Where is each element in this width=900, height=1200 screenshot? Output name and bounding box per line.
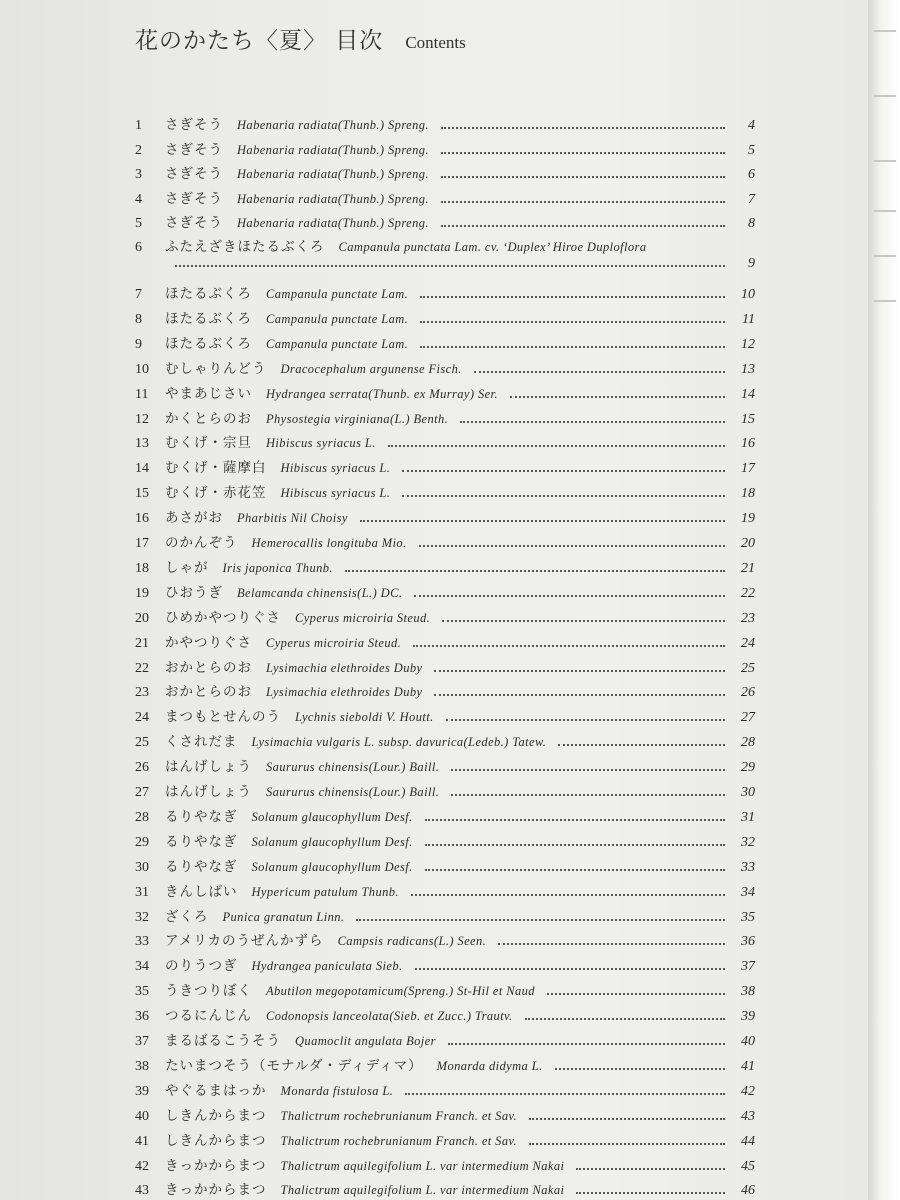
entry-page-number: 12	[741, 336, 755, 352]
entry-number: 4	[135, 191, 142, 207]
entry-page-number: 43	[741, 1108, 755, 1124]
entry-page-number: 10	[741, 287, 755, 302]
entry-japanese-name: むくげ・宗旦	[165, 435, 252, 452]
entry-number: 38	[135, 1058, 149, 1074]
leader-dots	[451, 793, 725, 796]
entry-scientific-name: Campanula punctate Lam.	[266, 336, 409, 351]
toc-entry	[135, 1154, 755, 1176]
entry-page-number: 14	[741, 386, 755, 402]
entry-number: 41	[135, 1133, 149, 1149]
leader-dots	[525, 1017, 725, 1020]
entry-japanese-name: まつもとせんのう	[165, 709, 281, 726]
leader-dots	[451, 768, 725, 771]
entry-japanese-name: さぎそう	[165, 117, 223, 133]
entry-scientific-name: Habenaria radiata(Thunb.) Spreng.	[237, 142, 429, 157]
entry-number: 6	[135, 240, 142, 255]
toc-entry	[135, 979, 755, 1001]
entry-scientific-name: Habenaria radiata(Thunb.) Spreng.	[237, 167, 429, 181]
entry-scientific-name: Habenaria radiata(Thunb.) Spreng.	[237, 191, 429, 206]
entry-number: 33	[135, 934, 149, 950]
entry-number: 5	[135, 216, 142, 231]
entry-scientific-name: Hypericum patulum Thunb.	[251, 884, 399, 899]
entry-number: 32	[135, 909, 149, 925]
entry-japanese-name: おかとらのお	[165, 659, 252, 676]
leader-dots	[510, 395, 725, 398]
entry-japanese-name: のりうつぎ	[165, 958, 238, 975]
entry-scientific-name: Thalictrum rochebrunianum Franch. et Sav.	[280, 1108, 518, 1123]
entry-japanese-name: はんげしょう	[165, 759, 252, 776]
entry-japanese-name: ざくろ	[165, 908, 209, 925]
entry-number: 17	[135, 536, 149, 551]
entry-number: 16	[135, 511, 149, 527]
entry-japanese-name: るりやなぎ	[165, 858, 238, 875]
entry-number: 36	[135, 1009, 149, 1025]
entry-page-number: 39	[741, 1009, 755, 1025]
entry-scientific-name: Hibiscus syriacus L.	[280, 486, 391, 501]
entry-scientific-name: Pharbitis Nil Choisy	[237, 511, 348, 526]
entry-page-number: 4	[748, 118, 755, 133]
entry-page-number: 17	[741, 461, 755, 477]
entry-japanese-name: アメリカのうぜんかずら	[165, 933, 324, 950]
entry-number: 20	[135, 610, 149, 626]
toc-entry-continuation	[175, 256, 755, 278]
entry-japanese-name: しきんからまつ	[165, 1132, 267, 1149]
entry-japanese-name: かくとらのお	[165, 410, 252, 427]
toc-entry	[135, 631, 755, 653]
leader-dots	[529, 1142, 725, 1145]
entry-page-number: 44	[741, 1133, 755, 1149]
entry-number: 8	[135, 311, 142, 327]
entry-scientific-name: Abutilon megopotamicum(Spreng.) St-Hil et Naud	[266, 984, 535, 999]
entry-scientific-name: Lysimachia vulgaris L. subsp. davurica(Ledeb.) Tatew.	[251, 735, 547, 750]
title-english: Contents	[405, 33, 466, 52]
toc-entry	[135, 830, 755, 852]
leader-dots	[441, 151, 725, 154]
entry-japanese-name: きっかからまつ	[165, 1157, 267, 1174]
leader-dots	[414, 594, 725, 597]
entry-scientific-name: Habenaria radiata(Thunb.) Spreng.	[237, 118, 429, 132]
entry-japanese-name: やまあじさい	[165, 385, 252, 402]
toc-entry	[135, 407, 755, 429]
entry-page-number: 40	[741, 1034, 755, 1049]
toc-entry	[135, 880, 755, 902]
leader-dots	[441, 175, 725, 178]
entry-scientific-name: Punica granatun Linn.	[222, 909, 345, 924]
leader-dots	[529, 1117, 725, 1120]
toc-entry	[135, 282, 755, 304]
entry-number: 14	[135, 461, 149, 477]
entry-page-number: 46	[741, 1183, 755, 1199]
toc-entry	[135, 680, 755, 702]
entry-page-number: 25	[741, 660, 755, 676]
entry-number: 43	[135, 1183, 149, 1199]
entry-scientific-name: Campanula punctate Lam.	[266, 311, 409, 326]
entry-scientific-name: Belamcanda chinensis(L.) DC.	[237, 585, 403, 600]
toc-entry	[135, 1178, 755, 1200]
entry-number: 19	[135, 585, 149, 601]
entry-japanese-name: さぎそう	[165, 190, 223, 207]
entry-scientific-name: Saururus chinensis(Lour.) Baill.	[266, 760, 440, 775]
entry-scientific-name: Habenaria radiata(Thunb.) Spreng.	[237, 216, 429, 230]
title-japanese: 花のかたち〈夏〉 目次	[135, 28, 384, 54]
toc-entry	[135, 780, 755, 802]
toc-entry	[135, 382, 755, 404]
entry-scientific-name: Hibiscus syriacus L.	[266, 436, 376, 451]
entry-scientific-name: Iris japonica Thunb.	[222, 560, 333, 575]
entry-scientific-name: Solanum glaucophyllum Desf.	[251, 859, 413, 874]
leader-dots	[419, 544, 725, 547]
toc-entry	[135, 805, 755, 827]
leader-dots	[498, 942, 725, 945]
entry-scientific-name: Cyperus microiria Steud.	[266, 635, 402, 650]
entry-page-number: 18	[741, 486, 755, 502]
entry-japanese-name: さぎそう	[165, 141, 223, 158]
leader-dots	[425, 843, 725, 846]
toc-entry	[135, 905, 755, 927]
entry-page-number: 41	[741, 1058, 755, 1074]
leader-dots	[388, 444, 725, 447]
entry-scientific-name: Solanum glaucophyllum Desf.	[251, 809, 413, 824]
entry-page-number: 23	[741, 610, 755, 626]
entry-page-number: 8	[748, 216, 755, 231]
toc-entry	[135, 1054, 755, 1076]
entry-number: 10	[135, 361, 149, 377]
entry-japanese-name: しゃが	[165, 559, 209, 576]
entry-number: 15	[135, 486, 149, 502]
entry-page-number: 27	[741, 710, 755, 726]
entry-japanese-name: るりやなぎ	[165, 808, 238, 825]
toc-entry	[135, 138, 755, 160]
toc-entry	[135, 1079, 755, 1101]
toc-entry	[135, 954, 755, 976]
entry-number: 22	[135, 660, 149, 676]
entry-japanese-name: むくげ・赤花笠	[165, 485, 267, 502]
leader-dots	[446, 718, 725, 721]
entry-page-number: 5	[748, 142, 755, 158]
entry-page-number: 16	[741, 436, 755, 452]
entry-number: 40	[135, 1108, 149, 1124]
entry-number: 18	[135, 560, 149, 576]
entry-scientific-name: Lysimachia elethroides Duby	[266, 660, 423, 675]
entry-number: 31	[135, 884, 149, 900]
entry-page-number: 13	[741, 361, 755, 377]
entry-number: 13	[135, 436, 149, 452]
entry-number: 2	[135, 142, 142, 158]
entry-japanese-name: さぎそう	[165, 166, 223, 182]
entry-number: 35	[135, 984, 149, 1000]
leader-dots	[420, 320, 725, 323]
leader-dots	[441, 224, 725, 227]
entry-scientific-name: Lychnis sieboldi V. Houtt.	[295, 710, 434, 725]
entry-page-number: 21	[741, 560, 755, 576]
entry-number: 29	[135, 834, 149, 850]
leader-dots	[420, 345, 725, 348]
leader-dots	[555, 1067, 725, 1070]
leader-dots	[345, 569, 725, 572]
entry-scientific-name: Cyperus microiria Steud.	[295, 610, 431, 625]
entry-number: 12	[135, 411, 149, 427]
toc-entry	[135, 1129, 755, 1151]
entry-japanese-name: むしゃりんどう	[165, 360, 267, 377]
page-edge	[868, 0, 900, 1200]
toc-entry	[135, 162, 755, 184]
entry-number: 42	[135, 1158, 149, 1174]
leader-dots	[576, 1167, 725, 1170]
entry-page-number: 29	[741, 760, 755, 776]
toc-entry	[135, 1004, 755, 1026]
entry-number: 1	[135, 118, 142, 133]
entry-japanese-name: あさがお	[165, 510, 223, 527]
entry-page-number: 20	[741, 536, 755, 551]
entry-number: 28	[135, 809, 149, 825]
entry-japanese-name: おかとらのお	[165, 684, 252, 701]
entry-japanese-name: ひめかやつりぐさ	[165, 609, 281, 626]
entry-page-number: 7	[748, 191, 755, 207]
toc-entry	[135, 531, 755, 553]
entry-page-number: 32	[741, 834, 755, 850]
leader-dots	[434, 669, 725, 672]
toc-entry	[135, 556, 755, 578]
entry-page-number: 33	[741, 859, 755, 875]
entry-page-number: 37	[741, 959, 755, 975]
toc-entry	[135, 506, 755, 528]
entry-scientific-name: Quamoclit angulata Bojer	[295, 1034, 436, 1048]
entry-japanese-name: かやつりぐさ	[165, 634, 252, 651]
leader-dots	[175, 264, 725, 267]
entry-page-number: 24	[741, 635, 755, 651]
toc-entry	[135, 332, 755, 354]
entry-scientific-name: Dracocephalum argunense Fisch.	[280, 361, 462, 376]
toc-entry	[135, 606, 755, 628]
entry-page-number: 26	[741, 685, 755, 701]
entry-number: 21	[135, 635, 149, 651]
toc-entry	[135, 656, 755, 678]
entry-number: 39	[135, 1083, 149, 1099]
toc-entry	[135, 357, 755, 379]
leader-dots	[474, 370, 725, 373]
toc-entry	[135, 730, 755, 752]
entry-scientific-name: Hibiscus syriacus L.	[280, 461, 391, 476]
entry-number: 9	[135, 336, 142, 352]
entry-number: 3	[135, 167, 142, 182]
entry-japanese-name: むくげ・薩摩白	[165, 460, 267, 477]
toc-entry	[135, 235, 755, 257]
entry-japanese-name: るりやなぎ	[165, 833, 238, 850]
toc-entry	[135, 1104, 755, 1126]
toc-entry	[135, 705, 755, 727]
entry-scientific-name: Solanum glaucophyllum Desf.	[251, 834, 413, 849]
entry-scientific-name: Thalictrum rochebrunianum Franch. et Sav.	[280, 1133, 518, 1148]
toc-entry	[135, 855, 755, 877]
entry-number: 24	[135, 710, 149, 726]
toc-entry	[135, 307, 755, 329]
entry-japanese-name: さぎそう	[165, 215, 223, 231]
entry-number: 11	[135, 386, 149, 402]
entry-scientific-name: Thalictrum aquilegifolium L. var intermedium Nakai	[280, 1183, 565, 1198]
entry-scientific-name: Monarda didyma L.	[436, 1058, 543, 1073]
entry-japanese-name: くされだま	[165, 734, 238, 751]
entry-japanese-name: やぐるまはっか	[165, 1082, 267, 1099]
entry-japanese-name: のかんぞう	[165, 535, 238, 551]
entry-scientific-name: Campanula punctate Lam.	[266, 287, 409, 301]
toc-entry	[135, 755, 755, 777]
entry-japanese-name: はんげしょう	[165, 784, 252, 800]
entry-page-number: 6	[748, 167, 755, 182]
entry-page-number: 36	[741, 934, 755, 950]
leader-dots	[402, 494, 725, 497]
entry-page-number: 22	[741, 585, 755, 601]
entry-scientific-name: Monarda fistulosa L.	[280, 1083, 394, 1098]
toc-entry	[135, 481, 755, 503]
leader-dots	[547, 992, 725, 995]
entry-scientific-name: Campsis radicans(L.) Seen.	[337, 934, 487, 949]
entry-scientific-name: Hydrangea paniculata Sieb.	[251, 959, 403, 974]
leader-dots	[425, 868, 725, 871]
entry-number: 7	[135, 287, 142, 302]
entry-scientific-name: Campanula punctata Lam. cv. ‘Duplex’ Hiroe Duploflora	[338, 240, 647, 254]
toc-entry	[135, 1029, 755, 1051]
leader-dots	[558, 743, 725, 746]
leader-dots	[460, 420, 725, 423]
leader-dots	[356, 918, 725, 921]
leader-dots	[402, 469, 725, 472]
leader-dots	[420, 295, 725, 298]
entry-scientific-name: Hydrangea serrata(Thunb. ex Murray) Ser.	[266, 386, 498, 401]
leader-dots	[442, 619, 725, 622]
leader-dots	[425, 818, 725, 821]
entry-number: 30	[135, 859, 149, 875]
leader-dots	[441, 126, 725, 129]
toc-entry	[135, 929, 755, 951]
entry-page-number: 28	[741, 735, 755, 751]
leader-dots	[413, 644, 725, 647]
entry-japanese-name: まるばるこうそう	[165, 1033, 281, 1049]
leader-dots	[405, 1092, 725, 1095]
entry-scientific-name: Physostegia virginiana(L.) Benth.	[266, 411, 449, 426]
toc-entry	[135, 456, 755, 478]
entry-number: 25	[135, 735, 149, 751]
entry-number: 37	[135, 1034, 149, 1049]
entry-page-number: 19	[741, 511, 755, 527]
entry-page-number: 42	[741, 1083, 755, 1099]
entry-japanese-name: ほたるぶくろ	[165, 286, 252, 302]
toc-entry	[135, 187, 755, 209]
leader-dots	[448, 1042, 725, 1045]
entry-number: 23	[135, 685, 149, 701]
leader-dots	[411, 893, 725, 896]
leader-dots	[434, 693, 725, 696]
entry-page-number: 38	[741, 984, 755, 1000]
entry-scientific-name: Codonopsis lanceolata(Sieb. et Zucc.) Trautv.	[266, 1009, 513, 1024]
entry-japanese-name: ひおうぎ	[165, 584, 223, 601]
leader-dots	[415, 967, 725, 970]
entry-page-number: 9	[748, 256, 755, 271]
entry-scientific-name: Saururus chinensis(Lour.) Baill.	[266, 785, 440, 799]
entry-page-number: 11	[742, 311, 755, 327]
entry-page-number: 45	[741, 1158, 755, 1174]
entry-page-number: 30	[741, 785, 755, 800]
entry-number: 26	[135, 760, 149, 776]
entry-scientific-name: Hemerocallis longituba Mio.	[251, 536, 407, 550]
toc-entry	[135, 113, 755, 135]
entry-japanese-name: しきんからまつ	[165, 1107, 267, 1124]
entry-japanese-name: ほたるぶくろ	[165, 310, 252, 327]
entry-page-number: 35	[741, 909, 755, 925]
entry-page-number: 31	[741, 809, 755, 825]
entry-page-number: 34	[741, 884, 755, 900]
entry-japanese-name: うきつりぼく	[165, 983, 252, 1000]
entry-scientific-name: Lysimachia elethroides Duby	[266, 685, 423, 700]
toc-entry	[135, 581, 755, 603]
entry-japanese-name: たいまつそう（モナルダ・ディディマ）	[165, 1057, 423, 1074]
entry-japanese-name: ほたるぶくろ	[165, 335, 252, 352]
entry-japanese-name: ふたえざきほたるぶくろ	[165, 239, 325, 255]
toc-entry	[135, 431, 755, 453]
entry-number: 27	[135, 785, 149, 800]
entry-japanese-name: きっかからまつ	[165, 1182, 267, 1199]
entry-japanese-name: つるにんじん	[165, 1008, 252, 1025]
entry-number: 34	[135, 959, 149, 975]
toc-entry	[135, 211, 755, 233]
leader-dots	[360, 519, 725, 522]
entry-japanese-name: きんしばい	[165, 883, 238, 900]
entry-scientific-name: Thalictrum aquilegifolium L. var intermedium Nakai	[280, 1158, 565, 1173]
leader-dots	[576, 1191, 725, 1194]
leader-dots	[441, 200, 725, 203]
entry-page-number: 15	[741, 411, 755, 427]
